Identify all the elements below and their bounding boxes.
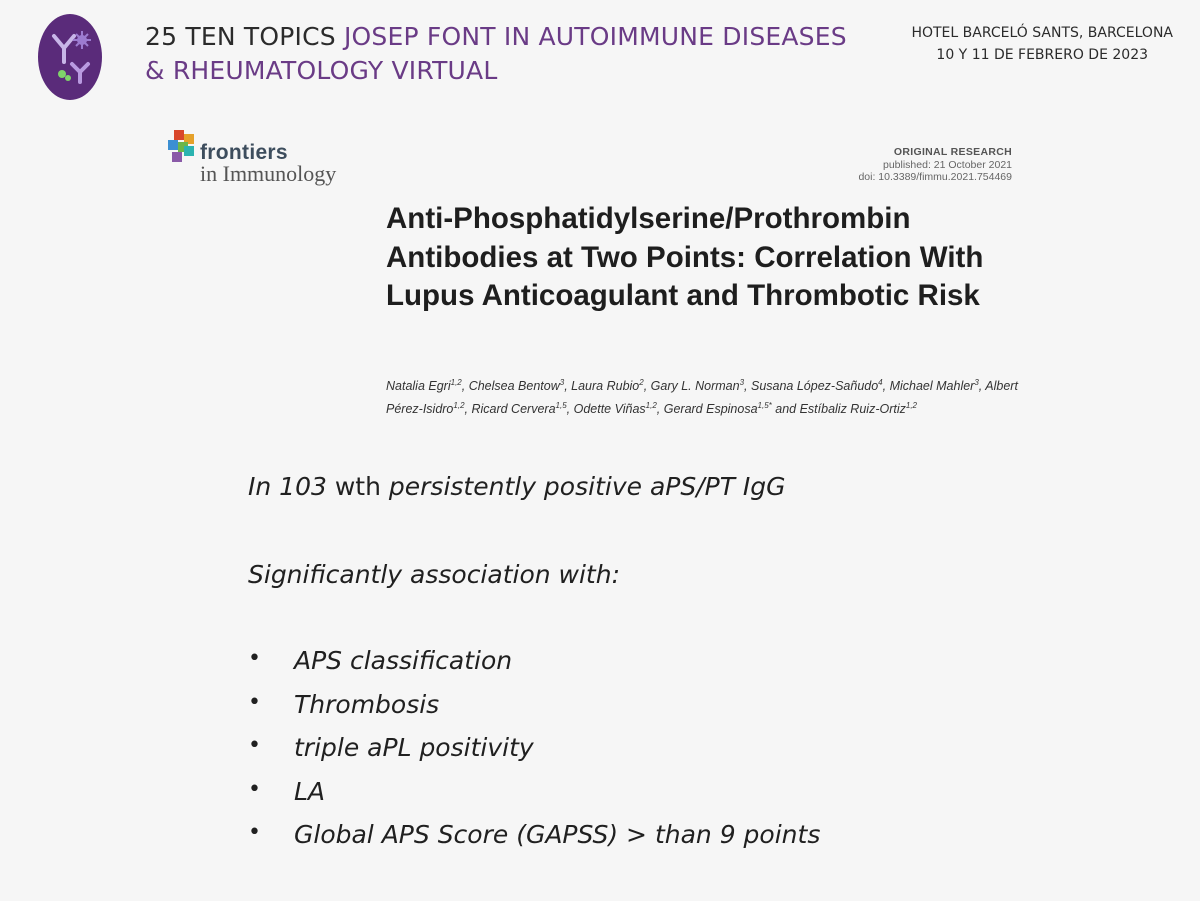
author-separator: , (978, 379, 986, 394)
author-separator: , (566, 402, 574, 417)
publication-date: published: 21 October 2021 (882, 158, 1012, 171)
bullet-icon: • (248, 820, 261, 845)
conference-logo (38, 14, 102, 100)
bullet-icon: • (248, 733, 261, 758)
author-affiliation: 1,5* (757, 401, 772, 411)
author-name: Estíbaliz Ruiz-Ortiz (799, 402, 906, 417)
bullet-icon: • (248, 689, 261, 715)
list-item-text: triple aPL positivity (294, 733, 534, 762)
list-item-text: Thrombosis (294, 689, 440, 719)
bullet-icon: • (248, 646, 261, 671)
conference-name-line1: JOSEP FONT IN AUTOIMMUNE DISEASES (343, 22, 847, 51)
author-name: Chelsea Bentow (468, 379, 560, 394)
author-separator: , (564, 379, 572, 394)
author-separator: , (656, 402, 664, 417)
author-separator: , (464, 402, 472, 417)
author-name: Laura Rubio (571, 379, 640, 394)
author-name: Gerard Espinosa (663, 402, 758, 417)
author-separator: and (771, 402, 800, 417)
author-separator: , (643, 379, 651, 394)
author-affiliation: 1,5 (555, 401, 567, 411)
article-type: ORIGINAL RESEARCH (893, 146, 1012, 158)
author-list (386, 373, 1026, 419)
article-title: Anti-Phosphatidylserine/Prothrombin Antibodies at Two Points: Correlation With Lupus Anticoagulant and Thrombotic Risk (386, 202, 984, 312)
author-affiliation: 2 (639, 378, 644, 387)
list-item-text: LA (294, 776, 326, 806)
author-name: Michael Mahler (889, 379, 975, 394)
venue-block (911, 22, 1173, 66)
journal-name: frontiers (200, 141, 288, 164)
author-separator: , (882, 379, 890, 394)
author-separator: , (461, 379, 469, 394)
author-affiliation: 1,2 (450, 378, 462, 387)
author-name: Gary L. Norman (650, 379, 740, 394)
author-affiliation: 4 (878, 378, 883, 387)
author-affiliation: 1,2 (453, 401, 465, 411)
frontiers-cube-icon (168, 130, 198, 166)
list-item-text: Global APS Score (GAPSS) > than 9 points (294, 820, 821, 849)
author-affiliation: 3 (559, 378, 565, 387)
summary-part3: persistently positive aPS/PT IgG (388, 472, 786, 501)
study-summary (248, 472, 786, 501)
conference-number: 25 TEN TOPICS (145, 22, 344, 51)
author-name: Susana López-Sañudo (750, 379, 879, 394)
article-meta (858, 146, 1012, 184)
conference-title (145, 20, 847, 88)
list-item-text: APS classification (294, 646, 513, 675)
author-name: Albert Pérez-Isidro (386, 379, 1018, 417)
summary-part2: wth (326, 472, 389, 501)
journal-subtitle: in Immunology (200, 161, 337, 186)
author-affiliation: 3 (739, 378, 745, 387)
antibody-icon (38, 14, 102, 100)
author-name: Odette Viñas (573, 402, 646, 417)
author-affiliation: 1,2 (645, 401, 657, 411)
association-heading: Significantly association with: (248, 560, 620, 589)
author-separator: , (744, 379, 751, 394)
conference-name-line2: & RHEUMATOLOGY VIRTUAL (145, 56, 498, 85)
venue-dates: 10 Y 11 DE FEBRERO DE 2023 (936, 47, 1149, 63)
bullet-icon: • (248, 776, 261, 802)
article-doi: doi: 10.3389/fimmu.2021.754469 (858, 171, 1012, 183)
author-affiliation: 3 (974, 378, 979, 387)
author-name: Ricard Cervera (471, 402, 556, 417)
summary-part1: In 103 (248, 472, 327, 501)
venue-location: HOTEL BARCELÓ SANTS, BARCELONA (911, 25, 1173, 41)
author-name: Natalia Egri (386, 379, 451, 394)
author-affiliation: 1,2 (905, 401, 917, 411)
